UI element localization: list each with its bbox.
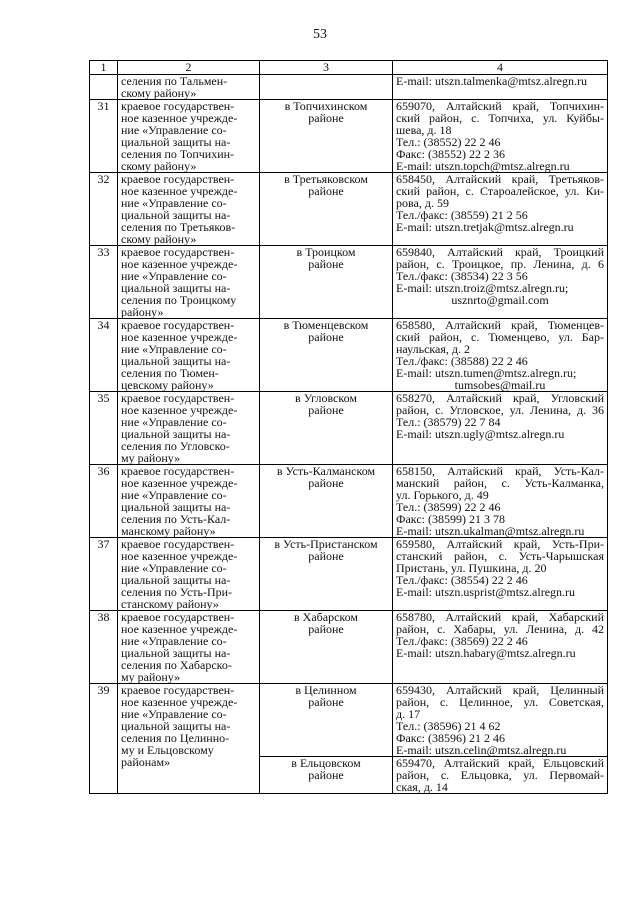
institution-name-line: циальной защиты на- bbox=[121, 427, 231, 441]
table-row bbox=[90, 246, 608, 319]
institution-name-line: селения по Хабарско- bbox=[121, 658, 232, 672]
district-name bbox=[260, 246, 393, 319]
contact-info-line: E-mail: utszn.tumen@mtsz.alregn.ru; bbox=[396, 366, 577, 380]
contact-info bbox=[393, 319, 608, 392]
table-row bbox=[90, 75, 608, 100]
institution-name-line: ное казенное учрежде- bbox=[121, 257, 238, 271]
district-name-line: районе bbox=[308, 184, 344, 198]
district-name-line: в Хабарском bbox=[293, 610, 358, 624]
district-name-line: в Третьяковском bbox=[284, 172, 368, 186]
district-name-line: в Усть-Калманском bbox=[276, 464, 376, 478]
contact-info-line: шева, д. 18 bbox=[396, 123, 452, 137]
institution-name-line: краевое государствен- bbox=[121, 610, 235, 624]
institution-name-line: селения по Тюмен- bbox=[121, 366, 219, 380]
row-number: 39 bbox=[90, 684, 118, 794]
district-name bbox=[260, 319, 393, 392]
table-row bbox=[90, 100, 608, 173]
contact-info-line: Тел.: (38579) 22 7 84 bbox=[396, 415, 501, 429]
institution-name-line: скому району» bbox=[121, 232, 197, 246]
institution-name-line: циальной защиты на- bbox=[121, 573, 231, 587]
institution-name-line: ное казенное учрежде- bbox=[121, 549, 238, 563]
institution-name-line: циальной защиты на- bbox=[121, 135, 231, 149]
table-row bbox=[90, 173, 608, 246]
contact-info-line: E-mail: utszn.usprist@mtsz.alregn.ru bbox=[396, 585, 576, 599]
institution-name-line: селения по Третьяков- bbox=[121, 220, 236, 234]
institution-name-line: селения по Усть-При- bbox=[121, 585, 233, 599]
page-number: 53 bbox=[313, 27, 327, 42]
contact-info-line: E-mail: utszn.topch@mtsz.alregn.ru bbox=[396, 159, 570, 173]
institution-name-line: краевое государствен- bbox=[121, 172, 235, 186]
institution-name-line: ное казенное учрежде- bbox=[121, 622, 238, 636]
contact-info-line: район, с. Троицкое, пр. Ленина, д. 6 bbox=[396, 257, 604, 271]
contact-info-line: ская, д. 14 bbox=[396, 780, 448, 794]
district-name-line: районе bbox=[308, 403, 344, 417]
district-name-line: районе bbox=[308, 330, 344, 344]
institution-name bbox=[118, 319, 260, 392]
district-name-line: районе bbox=[308, 549, 344, 563]
district-name bbox=[260, 538, 393, 611]
institution-name bbox=[118, 611, 260, 684]
district-name bbox=[260, 757, 393, 794]
district-name-line: в Ельцовском bbox=[291, 756, 361, 770]
institution-name bbox=[118, 173, 260, 246]
contact-info-line: E-mail: utszn.ukalman@mtsz.alregn.ru bbox=[396, 524, 585, 538]
contact-info bbox=[393, 538, 608, 611]
contact-info-line: Тел./факс: (38569) 22 2 46 bbox=[396, 634, 528, 648]
institution-name-line: краевое государствен- bbox=[121, 391, 235, 405]
district-name bbox=[260, 392, 393, 465]
table-row bbox=[90, 611, 608, 684]
contact-info-line: Тел.: (38552) 22 2 46 bbox=[396, 135, 501, 149]
contact-info-line: 658270, Алтайский край, Угловский bbox=[396, 391, 604, 405]
contact-info-line: Факс: (38552) 22 2 36 bbox=[396, 147, 505, 161]
table-body bbox=[90, 61, 608, 794]
contact-info-line: 659470, Алтайский край, Ельцовский bbox=[396, 756, 604, 770]
institution-name-line: селения по Угловско- bbox=[121, 439, 230, 453]
contact-info-line: E-mail: utszn.talmenka@mtsz.alregn.ru bbox=[396, 74, 587, 88]
institution-name-line: циальной защиты на- bbox=[121, 354, 231, 368]
contact-info-line: E-mail: utszn.celin@mtsz.alregn.ru bbox=[396, 743, 567, 757]
contact-info-line: E-mail: utszn.tretjak@mtsz.alregn.ru bbox=[396, 220, 574, 234]
contact-info-line: манский район, с. Усть-Калманка, bbox=[396, 476, 604, 490]
row-number: 35 bbox=[90, 392, 118, 465]
contact-info-line: наульская, д. 2 bbox=[396, 342, 470, 356]
district-name bbox=[260, 75, 393, 100]
institution-name-line: ное казенное учрежде- bbox=[121, 695, 238, 709]
institution-name bbox=[118, 465, 260, 538]
contact-info-line: район, с. Угловское, ул. Ленина, д. 36 bbox=[396, 403, 604, 417]
institution-name-line: районам» bbox=[121, 755, 171, 769]
institution-name-line: циальной защиты на- bbox=[121, 500, 231, 514]
institution-name bbox=[118, 392, 260, 465]
contact-info-line: 659580, Алтайский край, Усть-При- bbox=[396, 537, 604, 551]
directory-table bbox=[89, 60, 608, 794]
institution-name bbox=[118, 75, 260, 100]
column-header: 4 bbox=[393, 61, 608, 75]
contact-info bbox=[393, 392, 608, 465]
row-number: 32 bbox=[90, 173, 118, 246]
institution-name-line: селения по Троицкому bbox=[121, 293, 237, 307]
district-name bbox=[260, 684, 393, 757]
contact-info-line: Тел./факс: (38559) 21 2 56 bbox=[396, 208, 528, 222]
contact-info-line: 659840, Алтайский край, Троицкий bbox=[396, 245, 604, 259]
contact-info bbox=[393, 684, 608, 757]
row-number: 31 bbox=[90, 100, 118, 173]
contact-info-line: 659070, Алтайский край, Топчихин- bbox=[396, 99, 604, 113]
institution-name-line: селения по Усть-Кал- bbox=[121, 512, 231, 526]
institution-name-line: ние «Управление со- bbox=[121, 488, 227, 502]
contact-info-line: E-mail: utszn.ugly@mtsz.alregn.ru bbox=[396, 427, 565, 441]
institution-name-line: скому району» bbox=[121, 86, 197, 100]
contact-info-line: Тел.: (38599) 22 2 46 bbox=[396, 500, 501, 514]
institution-name-line: скому району» bbox=[121, 159, 197, 173]
contact-info-line: ский район, с. Староалейское, ул. Ки- bbox=[396, 184, 604, 198]
contact-info-line: usznrto@gmail.com bbox=[451, 293, 549, 307]
contact-info-line: 659430, Алтайский край, Целинный bbox=[396, 683, 604, 697]
institution-name-line: ние «Управление со- bbox=[121, 342, 227, 356]
contact-info bbox=[393, 611, 608, 684]
contact-info-line: E-mail: utszn.habary@mtsz.alregn.ru bbox=[396, 646, 576, 660]
institution-name-line: му району» bbox=[121, 670, 181, 684]
contact-info-line: ский район, с. Топчиха, ул. Куйбы- bbox=[396, 111, 604, 125]
institution-name-line: ние «Управление со- bbox=[121, 415, 227, 429]
contact-info-line: Тел.: (38596) 21 4 62 bbox=[396, 719, 501, 733]
institution-name-line: ние «Управление со- bbox=[121, 269, 227, 283]
contact-info-line: ский район, с. Тюменцево, ул. Бар- bbox=[396, 330, 604, 344]
institution-name-line: ное казенное учрежде- bbox=[121, 184, 238, 198]
district-name-line: в Усть-Пристанском bbox=[274, 537, 378, 551]
district-name-line: в Угловском bbox=[295, 391, 357, 405]
table-row bbox=[90, 319, 608, 392]
district-name-line: районе bbox=[308, 476, 344, 490]
contact-info-line: 658580, Алтайский край, Тюменцев- bbox=[396, 318, 604, 332]
contact-info-line: Факс: (38599) 21 3 78 bbox=[396, 512, 505, 526]
district-name-line: районе bbox=[308, 257, 344, 271]
contact-info-line: 658780, Алтайский край, Хабарский bbox=[396, 610, 604, 624]
table-row bbox=[90, 465, 608, 538]
row-number: 36 bbox=[90, 465, 118, 538]
institution-name-line: циальной защиты на- bbox=[121, 281, 231, 295]
row-number: 38 bbox=[90, 611, 118, 684]
institution-name bbox=[118, 100, 260, 173]
institution-name-line: му району» bbox=[121, 451, 181, 465]
table-row bbox=[90, 392, 608, 465]
institution-name-line: ние «Управление со- bbox=[121, 561, 227, 575]
district-name bbox=[260, 465, 393, 538]
contact-info bbox=[393, 75, 608, 100]
contact-info-line: район, с. Ельцовка, ул. Первомай- bbox=[396, 768, 604, 782]
institution-name-line: краевое государствен- bbox=[121, 537, 235, 551]
institution-name bbox=[118, 538, 260, 611]
institution-name-line: му и Ельцовскому bbox=[121, 743, 214, 757]
contact-info-line: ул. Горького, д. 49 bbox=[396, 488, 489, 502]
institution-name-line: цевскому району» bbox=[121, 378, 214, 392]
district-name-line: районе bbox=[308, 111, 344, 125]
institution-name bbox=[118, 684, 260, 794]
district-name-line: в Топчихинском bbox=[284, 99, 368, 113]
district-name bbox=[260, 100, 393, 173]
district-name-line: районе bbox=[308, 695, 344, 709]
institution-name-line: ние «Управление со- bbox=[121, 634, 227, 648]
institution-name-line: селения по Топчихин- bbox=[121, 147, 235, 161]
contact-info-line: 658450, Алтайский край, Третьяков- bbox=[396, 172, 604, 186]
column-header: 1 bbox=[90, 61, 118, 75]
institution-name-line: краевое государствен- bbox=[121, 318, 235, 332]
column-header: 2 bbox=[118, 61, 260, 75]
contact-info-line: tumsobes@mail.ru bbox=[454, 378, 546, 392]
institution-name-line: краевое государствен- bbox=[121, 245, 235, 259]
institution-name-line: краевое государствен- bbox=[121, 464, 235, 478]
institution-name-line: ние «Управление со- bbox=[121, 196, 227, 210]
table-row bbox=[90, 684, 608, 757]
row-number: 37 bbox=[90, 538, 118, 611]
contact-info bbox=[393, 757, 608, 794]
district-name bbox=[260, 173, 393, 246]
contact-info-line: Тел./факс: (38588) 22 2 46 bbox=[396, 354, 528, 368]
row-number: 33 bbox=[90, 246, 118, 319]
contact-info-line: станский район, с. Усть-Чарышская bbox=[396, 549, 604, 563]
institution-name-line: селения по Целинно- bbox=[121, 731, 230, 745]
institution-name-line: циальной защиты на- bbox=[121, 646, 231, 660]
contact-info bbox=[393, 173, 608, 246]
institution-name-line: району» bbox=[121, 305, 164, 319]
institution-name-line: селения по Тальмен- bbox=[121, 74, 228, 88]
institution-name-line: краевое государствен- bbox=[121, 683, 235, 697]
contact-info bbox=[393, 465, 608, 538]
contact-info-line: Пристань, ул. Пушкина, д. 20 bbox=[396, 561, 547, 575]
district-name-line: в Тюменцевском bbox=[283, 318, 369, 332]
institution-name-line: циальной защиты на- bbox=[121, 719, 231, 733]
institution-name-line: ное казенное учрежде- bbox=[121, 403, 238, 417]
institution-name-line: краевое государствен- bbox=[121, 99, 235, 113]
district-name-line: районе bbox=[308, 622, 344, 636]
contact-info-line: район, с. Целинное, ул. Советская, bbox=[396, 695, 604, 709]
row-number: 34 bbox=[90, 319, 118, 392]
contact-info-line: рова, д. 59 bbox=[396, 196, 449, 210]
district-name bbox=[260, 611, 393, 684]
institution-name bbox=[118, 246, 260, 319]
table-row bbox=[90, 538, 608, 611]
institution-name-line: ное казенное учрежде- bbox=[121, 476, 238, 490]
institution-name-line: циальной защиты на- bbox=[121, 208, 231, 222]
district-name-line: районе bbox=[308, 768, 344, 782]
institution-name-line: манскому району» bbox=[121, 524, 216, 538]
institution-name-line: ное казенное учрежде- bbox=[121, 111, 238, 125]
institution-name-line: ние «Управление со- bbox=[121, 707, 227, 721]
contact-info-line: Тел./факс: (38554) 22 2 46 bbox=[396, 573, 528, 587]
table-header-row bbox=[90, 61, 608, 75]
institution-name-line: ние «Управление со- bbox=[121, 123, 227, 137]
contact-info-line: Факс: (38596) 21 2 46 bbox=[396, 731, 505, 745]
contact-info-line: 658150, Алтайский край, Усть-Кал- bbox=[396, 464, 604, 478]
contact-info-line: Тел./факс: (38534) 22 3 56 bbox=[396, 269, 528, 283]
contact-info bbox=[393, 100, 608, 173]
contact-info-line: район, с. Хабары, ул. Ленина, д. 42 bbox=[396, 622, 604, 636]
contact-info bbox=[393, 246, 608, 319]
contact-info-line: E-mail: utszn.troiz@mtsz.alregn.ru; bbox=[396, 281, 569, 295]
district-name-line: в Целинном bbox=[295, 683, 357, 697]
column-header: 3 bbox=[260, 61, 393, 75]
institution-name-line: станскому району» bbox=[121, 597, 219, 611]
institution-name-line: ное казенное учрежде- bbox=[121, 330, 238, 344]
district-name-line: в Троицком bbox=[296, 245, 356, 259]
row-number bbox=[90, 75, 118, 100]
contact-info-line: д. 17 bbox=[396, 707, 421, 721]
